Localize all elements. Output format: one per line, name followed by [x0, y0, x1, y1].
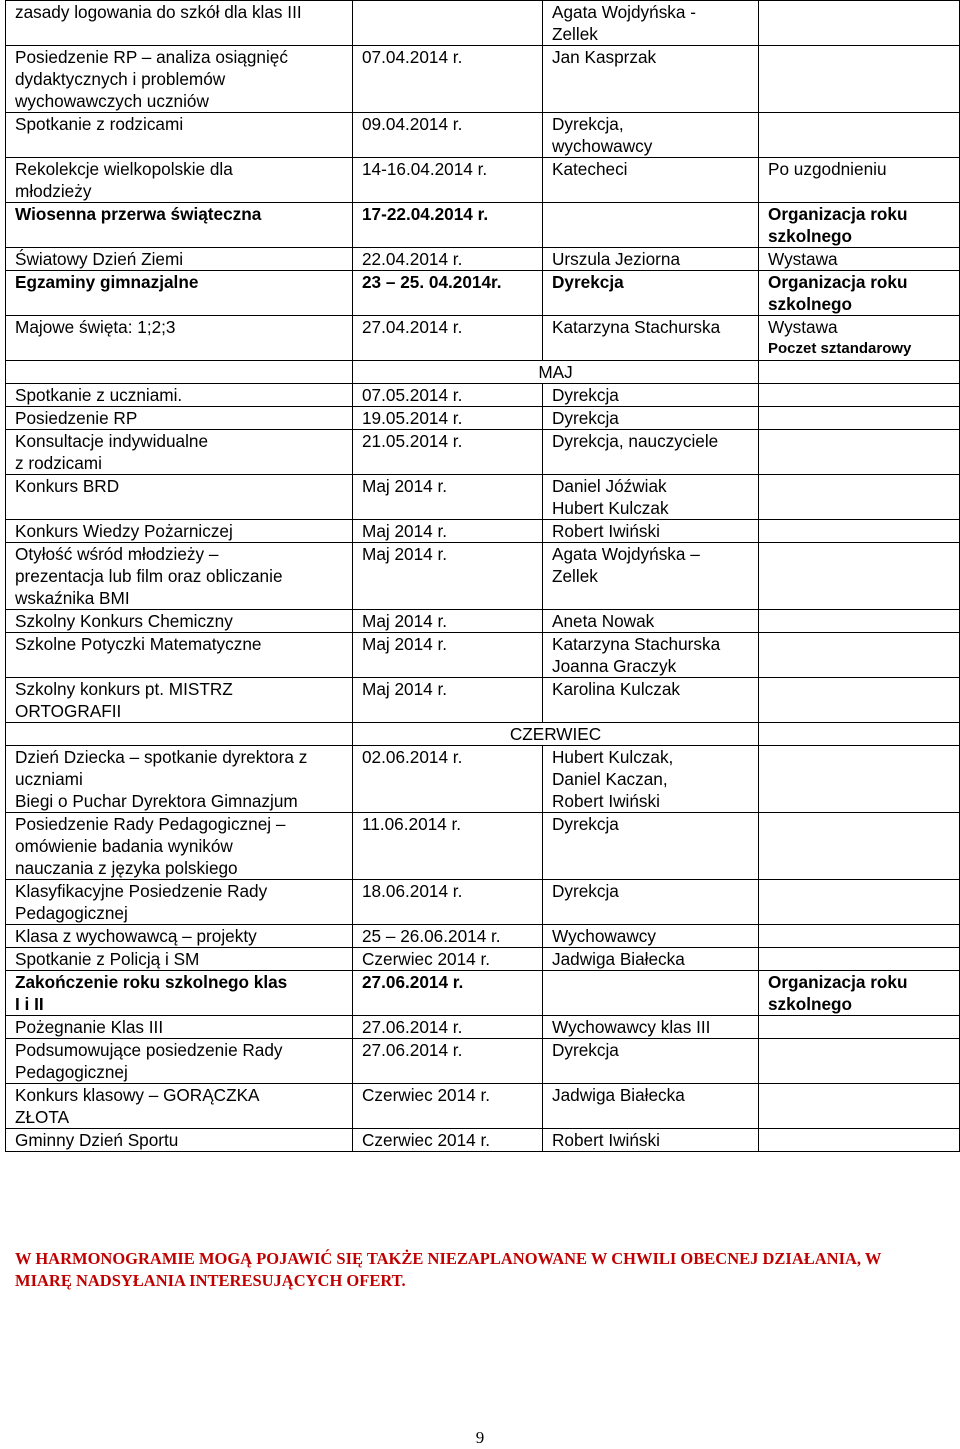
schedule-row [6, 633, 960, 678]
remarks-cell [759, 543, 960, 610]
responsible-cell: Daniel Jóźwiak Hubert Kulczak [543, 475, 759, 520]
remarks-cell [759, 633, 960, 678]
remarks-cell [759, 1016, 960, 1039]
date-cell: Maj 2014 r. [353, 610, 543, 633]
event-cell: Podsumowujące posiedzenie Rady Pedagogicznej [6, 1039, 353, 1084]
event-cell: Klasyfikacyjne Posiedzenie Rady Pedagogicznej [6, 880, 353, 925]
responsible-cell: Dyrekcja [543, 271, 759, 316]
date-cell: 27.06.2014 r. [353, 1016, 543, 1039]
remarks-cell [759, 813, 960, 880]
date-cell: 07.04.2014 r. [353, 46, 543, 113]
date-cell: 14-16.04.2014 r. [353, 158, 543, 203]
remarks-cell: Organizacja roku szkolnego [759, 971, 960, 1016]
remarks-subnote: Poczet sztandarowy [768, 340, 912, 357]
responsible-cell: Aneta Nowak [543, 610, 759, 633]
event-cell: Zakończenie roku szkolnego klas I i II [6, 971, 353, 1016]
responsible-cell: Karolina Kulczak [543, 678, 759, 723]
remarks-cell [759, 1129, 960, 1152]
date-cell: 27.06.2014 r. [353, 971, 543, 1016]
schedule-row [6, 46, 960, 113]
date-cell: Maj 2014 r. [353, 633, 543, 678]
remarks-cell [759, 1, 960, 46]
event-cell: Otyłość wśród młodzieży – prezentacja lub film oraz obliczanie wskaźnika BMI [6, 543, 353, 610]
schedule-row [6, 813, 960, 880]
month-spacer [6, 361, 353, 384]
date-cell: 21.05.2014 r. [353, 430, 543, 475]
date-cell: Maj 2014 r. [353, 475, 543, 520]
responsible-cell: Jadwiga Białecka [543, 1084, 759, 1129]
responsible-cell: Robert Iwiński [543, 1129, 759, 1152]
schedule-row [6, 1129, 960, 1152]
remarks-cell [759, 746, 960, 813]
event-cell: Światowy Dzień Ziemi [6, 248, 353, 271]
remarks-cell [759, 1039, 960, 1084]
remarks-cell [759, 113, 960, 158]
date-cell: Czerwiec 2014 r. [353, 948, 543, 971]
responsible-cell: Dyrekcja [543, 1039, 759, 1084]
event-cell: Konkurs Wiedzy Pożarniczej [6, 520, 353, 543]
responsible-cell [543, 971, 759, 1016]
event-cell: Gminny Dzień Sportu [6, 1129, 353, 1152]
remarks-cell [759, 475, 960, 520]
event-cell: Szkolny Konkurs Chemiczny [6, 610, 353, 633]
schedule-row [6, 316, 960, 361]
date-cell: 22.04.2014 r. [353, 248, 543, 271]
date-cell: 27.04.2014 r. [353, 316, 543, 361]
responsible-cell: Dyrekcja [543, 880, 759, 925]
event-cell: Klasa z wychowawcą – projekty [6, 925, 353, 948]
remarks-cell: Organizacja roku szkolnego [759, 203, 960, 248]
month-header-row [6, 723, 960, 746]
event-cell: Wiosenna przerwa świąteczna [6, 203, 353, 248]
schedule-body [6, 1, 960, 1152]
month-spacer [6, 723, 353, 746]
schedule-row [6, 384, 960, 407]
responsible-cell: Katarzyna Stachurska [543, 316, 759, 361]
remarks-cell [759, 520, 960, 543]
responsible-cell: Dyrekcja, wychowawcy [543, 113, 759, 158]
date-cell: 17-22.04.2014 r. [353, 203, 543, 248]
responsible-cell [543, 203, 759, 248]
remarks-cell [759, 430, 960, 475]
remarks-cell [759, 880, 960, 925]
schedule-row [6, 520, 960, 543]
responsible-cell: Dyrekcja [543, 407, 759, 430]
schedule-row [6, 1, 960, 46]
schedule-row [6, 971, 960, 1016]
responsible-cell: Jan Kasprzak [543, 46, 759, 113]
date-cell: Czerwiec 2014 r. [353, 1084, 543, 1129]
responsible-cell: Dyrekcja, nauczyciele [543, 430, 759, 475]
date-cell: 02.06.2014 r. [353, 746, 543, 813]
schedule-row [6, 203, 960, 248]
responsible-cell: Dyrekcja [543, 813, 759, 880]
date-cell: 09.04.2014 r. [353, 113, 543, 158]
date-cell: 07.05.2014 r. [353, 384, 543, 407]
responsible-cell: Katarzyna Stachurska Joanna Graczyk [543, 633, 759, 678]
responsible-cell: Agata Wojdyńska – Zellek [543, 543, 759, 610]
event-cell: Spotkanie z uczniami. [6, 384, 353, 407]
event-cell: Posiedzenie RP – analiza osiągnięć dydaktycznych i problemów wychowawczych uczniów [6, 46, 353, 113]
date-cell: 19.05.2014 r. [353, 407, 543, 430]
schedule-row [6, 475, 960, 520]
event-cell: Szkolne Potyczki Matematyczne [6, 633, 353, 678]
responsible-cell: Urszula Jeziorna [543, 248, 759, 271]
event-cell: Rekolekcje wielkopolskie dla młodzieży [6, 158, 353, 203]
remarks-cell [759, 1084, 960, 1129]
date-cell [353, 1, 543, 46]
remarks-cell [759, 316, 960, 361]
schedule-row [6, 113, 960, 158]
date-cell: Maj 2014 r. [353, 678, 543, 723]
event-cell: Majowe święta: 1;2;3 [6, 316, 353, 361]
month-header-row [6, 361, 960, 384]
event-cell: Egzaminy gimnazjalne [6, 271, 353, 316]
remarks-cell [759, 384, 960, 407]
remarks-cell: Po uzgodnieniu [759, 158, 960, 203]
schedule-row [6, 543, 960, 610]
schedule-row [6, 271, 960, 316]
event-cell: Pożegnanie Klas III [6, 1016, 353, 1039]
event-cell: Szkolny konkurs pt. MISTRZ ORTOGRAFII [6, 678, 353, 723]
schedule-row [6, 1039, 960, 1084]
event-cell: Konkurs BRD [6, 475, 353, 520]
schedule-row [6, 746, 960, 813]
schedule-row [6, 430, 960, 475]
event-cell: Konkurs klasowy – GORĄCZKA ZŁOTA [6, 1084, 353, 1129]
remarks-cell [759, 948, 960, 971]
schedule-row [6, 158, 960, 203]
remarks-cell [759, 46, 960, 113]
responsible-cell: Jadwiga Białecka [543, 948, 759, 971]
schedule-table [5, 0, 960, 1152]
schedule-row [6, 248, 960, 271]
schedule-row [6, 610, 960, 633]
remarks-cell [759, 678, 960, 723]
schedule-row [6, 1084, 960, 1129]
responsible-cell: Agata Wojdyńska - Zellek [543, 1, 759, 46]
responsible-cell: Robert Iwiński [543, 520, 759, 543]
date-cell: Czerwiec 2014 r. [353, 1129, 543, 1152]
responsible-cell: Katecheci [543, 158, 759, 203]
event-cell: Posiedzenie RP [6, 407, 353, 430]
month-heading: MAJ [353, 361, 759, 384]
page-number: 9 [475, 1428, 485, 1447]
month-spacer [759, 723, 960, 746]
remarks-cell [759, 407, 960, 430]
responsible-cell: Dyrekcja [543, 384, 759, 407]
event-cell: Spotkanie z Policją i SM [6, 948, 353, 971]
month-spacer [759, 361, 960, 384]
schedule-row [6, 1016, 960, 1039]
date-cell: 27.06.2014 r. [353, 1039, 543, 1084]
remarks-cell: Organizacja roku szkolnego [759, 271, 960, 316]
event-cell: Dzień Dziecka – spotkanie dyrektora z uczniami Biegi o Puchar Dyrektora Gimnazjum [6, 746, 353, 813]
date-cell: 11.06.2014 r. [353, 813, 543, 880]
date-cell: 25 – 26.06.2014 r. [353, 925, 543, 948]
remarks-cell: Wystawa [759, 248, 960, 271]
event-cell: zasady logowania do szkół dla klas III [6, 1, 353, 46]
remarks-text: Wystawa [768, 317, 838, 337]
event-cell: Konsultacje indywidualne z rodzicami [6, 430, 353, 475]
event-cell: Spotkanie z rodzicami [6, 113, 353, 158]
date-cell: Maj 2014 r. [353, 543, 543, 610]
event-cell: Posiedzenie Rady Pedagogicznej – omówienie badania wyników nauczania z języka polskiego [6, 813, 353, 880]
date-cell: 18.06.2014 r. [353, 880, 543, 925]
responsible-cell: Wychowawcy [543, 925, 759, 948]
date-cell: Maj 2014 r. [353, 520, 543, 543]
remarks-cell [759, 925, 960, 948]
schedule-row [6, 407, 960, 430]
schedule-row [6, 678, 960, 723]
month-heading: CZERWIEC [353, 723, 759, 746]
footer-note: W HARMONOGRAMIE MOGĄ POJAWIĆ SIĘ TAKŻE NIEZAPLANOWANE W CHWILI OBECNEJ DZIAŁANIA, W MIARĘ NADSYŁANIA INTERESUJĄCYCH OFERT. [15, 1249, 882, 1290]
schedule-row [6, 880, 960, 925]
schedule-row [6, 925, 960, 948]
remarks-cell [759, 610, 960, 633]
date-cell: 23 – 25. 04.2014r. [353, 271, 543, 316]
responsible-cell: Hubert Kulczak, Daniel Kaczan, Robert Iwiński [543, 746, 759, 813]
schedule-row [6, 948, 960, 971]
responsible-cell: Wychowawcy klas III [543, 1016, 759, 1039]
